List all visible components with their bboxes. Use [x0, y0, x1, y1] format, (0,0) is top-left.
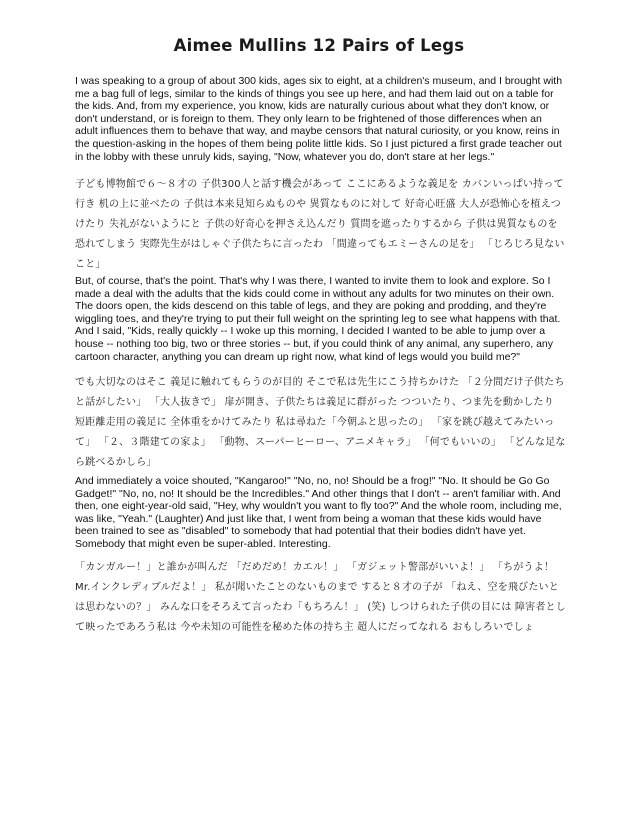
- document-title: Aimee Mullins 12 Pairs of Legs: [173, 36, 465, 55]
- paragraph-english-1: I was speaking to a group of about 300 kids, ages six to eight, at a children's museum, and I brought with me a bag full of legs, similar to the kinds of things you see up here, and had them laid out on a table for the kids. And, from my experience, you know, kids are naturally curious about what they don't know, or don't understand, or is foreign to them. They only learn to be frightened of those differences when an adult influences them to behave that way, and maybe censors that natural curiosity, or you know, reins in the question-asking in the hopes of them being polite little kids. So I just pictured a first grade teacher out in the lobby with these unruly kids, saying, "Now, whatever you do, don't stare at her legs.": [75, 75, 563, 163]
- paragraph-japanese-3: 「カンガルー！」と誰かが叫んだ 「だめだめ！カエル！」 「ガジェット警部がいいよ！」 「ちがうよ！Mr.インクレディブルだよ！」 私が聞いたことのないものまで すると８才の子が 「ねえ、空を飛びたいとは思わないの？」 みんな口をそろえて言ったわ「もちろん！」 (笑) しつけられた子供の目には 障害者として映ったであろう私は 今や未知の可能性を秘めた体の持ち主 超人にだってなれる おもしろいでしょ: [75, 562, 566, 633]
- paragraph-english-3: And immediately a voice shouted, "Kangaroo!" "No, no, no! Should be a frog!" "No. It should be Go Go Gadget!" "No, no, no! It should be the Incredibles." And other things that I don't -- aren't familiar with. And then, one eight-year-old said, "Hey, why wouldn't you want to fly too?" And the whole room, including me, was like, "Yeah." (Laughter) And just like that, I went from being a woman that these kids would have been trained to see as "disabled" to somebody that had potential that their bodies didn't have yet. Somebody that might even be super-abled. Interesting.: [75, 475, 562, 550]
- paragraph-japanese-2: でも大切なのはそこ 義足に触れてもらうのが目的 そこで私は先生にこう持ちかけた 「２分間だけ子供たちと話がしたい」 「大人抜きで」 扉が開き、子供たちは義足に群がった つついたり、つま先を動かしたり 短距離走用の義足に 全体重をかけてみたり 私は尋ねた「今朝ふと思ったの」 「家を跳び越えてみたいって」 「２、３階建ての家よ」 「動物、スーパーヒーロー、アニメキャラ」 「何でもいいの」 「どんな足なら跳べるかしら」: [75, 377, 566, 468]
- paragraph-japanese-1: 子ども博物館で６～８才の 子供300人と話す機会があって ここにあるような義足を カバンいっぱい持って行き 机の上に並べたの 子供は本来見知らぬものや 異質なものに対して 好奇心旺盛 大人が恐怖心を植えつけたり 失礼がないようにと 子供の好奇心を押さえ込んだり 質問を遮ったりするから 子供は異質なものを恐れてしまう 実際先生がはしゃぐ子供たちに言ったわ 「間違ってもエミーさんの足を」 「じろじろ見ないこと」: [75, 179, 565, 270]
- paragraph-english-2: But, of course, that's the point. That's why I was there, I wanted to invite them to look and explore. So I made a deal with the adults that the kids could come in without any adults for two minutes on their own. The doors open, the kids descend on this table of legs, and they are poking and prodding, and they're wiggling toes, and they're trying to put their full weight on the sprinting leg to see what happens with that. And I said, "Kids, really quickly -- I woke up this morning, I decided I wanted to be able to jump over a house -- nothing too big, two or three stories -- but, if you could think of any animal, any superhero, any cartoon character, anything you can dream up right now, what kind of legs would you build me?": [75, 275, 561, 363]
